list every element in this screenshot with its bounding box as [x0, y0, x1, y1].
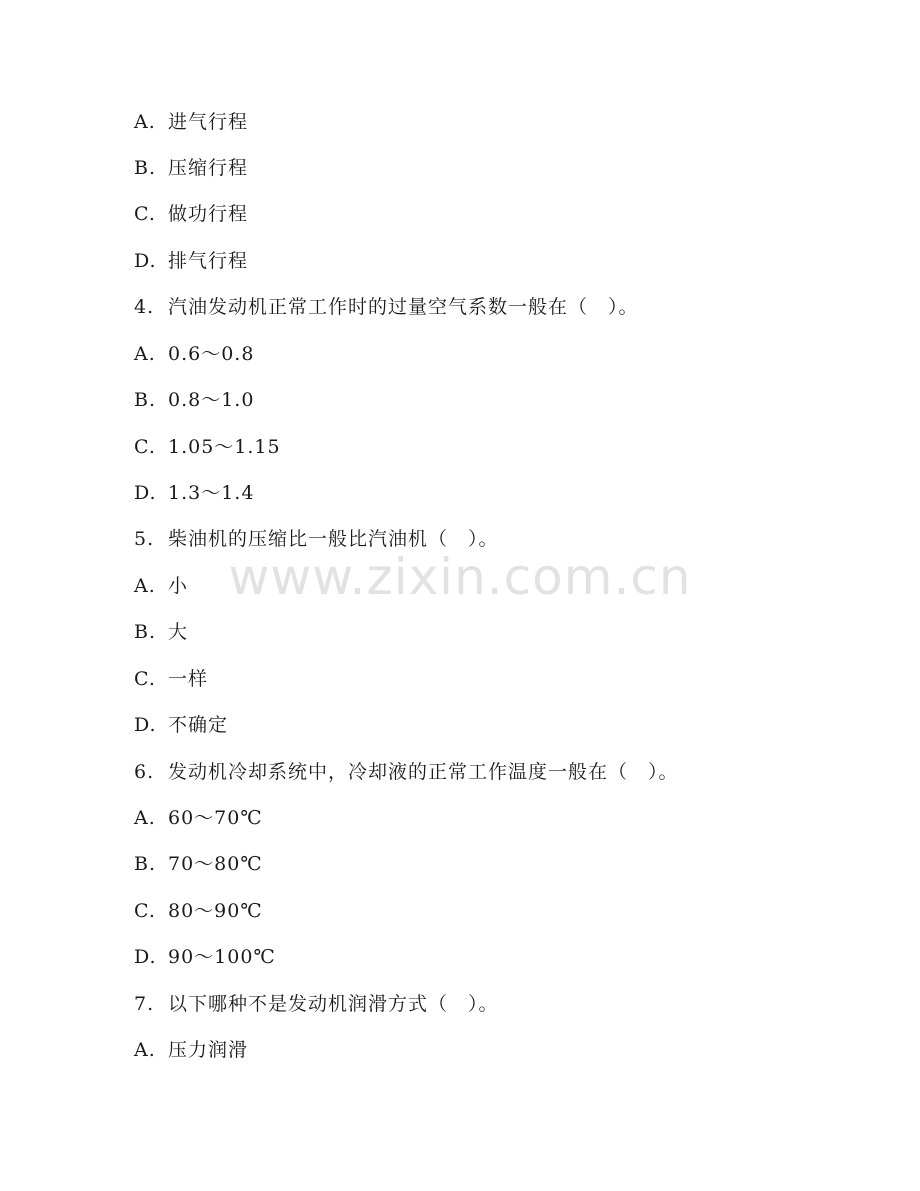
option-text: 小 [168, 575, 189, 597]
option-text: 0.6～0.8 [168, 343, 255, 365]
option-prefix: D. [134, 482, 157, 504]
option-text: 做功行程 [168, 203, 249, 225]
option-line [134, 153, 248, 183]
option-text: 压缩行程 [168, 157, 249, 179]
option-text: 60～70℃ [168, 807, 263, 829]
option-prefix: C. [134, 203, 156, 225]
option-text: 80～90℃ [168, 900, 263, 922]
option-line [134, 339, 254, 369]
option-line [134, 478, 254, 508]
option-line [134, 107, 248, 137]
option-prefix: B. [134, 389, 157, 411]
option-prefix: A. [134, 575, 156, 597]
option-text: 0.8～1.0 [168, 389, 255, 411]
option-prefix: B. [134, 621, 157, 643]
option-prefix: A. [134, 343, 156, 365]
question-text: 汽油发动机正常工作时的过量空气系数一般在（ ）。 [168, 296, 639, 318]
option-line [134, 246, 248, 276]
option-prefix: D. [134, 250, 157, 272]
question-text: 以下哪种不是发动机润滑方式（ ）。 [168, 993, 499, 1015]
option-prefix: B. [134, 157, 157, 179]
question-number: 5. [134, 528, 155, 550]
option-line [134, 710, 228, 740]
question-line [134, 757, 679, 787]
option-text: 不确定 [168, 714, 229, 736]
option-text: 1.05～1.15 [168, 436, 281, 458]
question-number: 7. [134, 993, 155, 1015]
option-prefix: C. [134, 900, 156, 922]
option-prefix: A. [134, 111, 156, 133]
option-line [134, 942, 276, 972]
option-prefix: A. [134, 1039, 156, 1061]
question-text: 柴油机的压缩比一般比汽油机（ ）。 [168, 528, 499, 550]
option-text: 90～100℃ [168, 946, 276, 968]
option-text: 一样 [168, 668, 209, 690]
option-prefix: D. [134, 946, 157, 968]
option-line [134, 849, 263, 879]
option-line [134, 385, 254, 415]
option-line [134, 617, 188, 647]
option-prefix: A. [134, 807, 156, 829]
option-prefix: C. [134, 436, 156, 458]
option-text: 1.3～1.4 [168, 482, 255, 504]
question-line [134, 292, 639, 322]
question-line [134, 989, 499, 1019]
watermark: www.zixin.com.cn [228, 548, 692, 606]
option-line [134, 803, 263, 833]
question-number: 4. [134, 296, 155, 318]
option-line [134, 432, 281, 462]
option-prefix: B. [134, 853, 157, 875]
option-text: 排气行程 [168, 250, 249, 272]
option-line [134, 1035, 248, 1065]
option-text: 大 [168, 621, 189, 643]
option-prefix: D. [134, 714, 157, 736]
option-line [134, 664, 208, 694]
option-text: 压力润滑 [168, 1039, 249, 1061]
option-line [134, 896, 263, 926]
question-number: 6. [134, 761, 155, 783]
question-text: 发动机冷却系统中，冷却液的正常工作温度一般在（ ）。 [168, 761, 679, 783]
option-text: 70～80℃ [168, 853, 263, 875]
option-prefix: C. [134, 668, 156, 690]
option-text: 进气行程 [168, 111, 249, 133]
option-line [134, 199, 248, 229]
